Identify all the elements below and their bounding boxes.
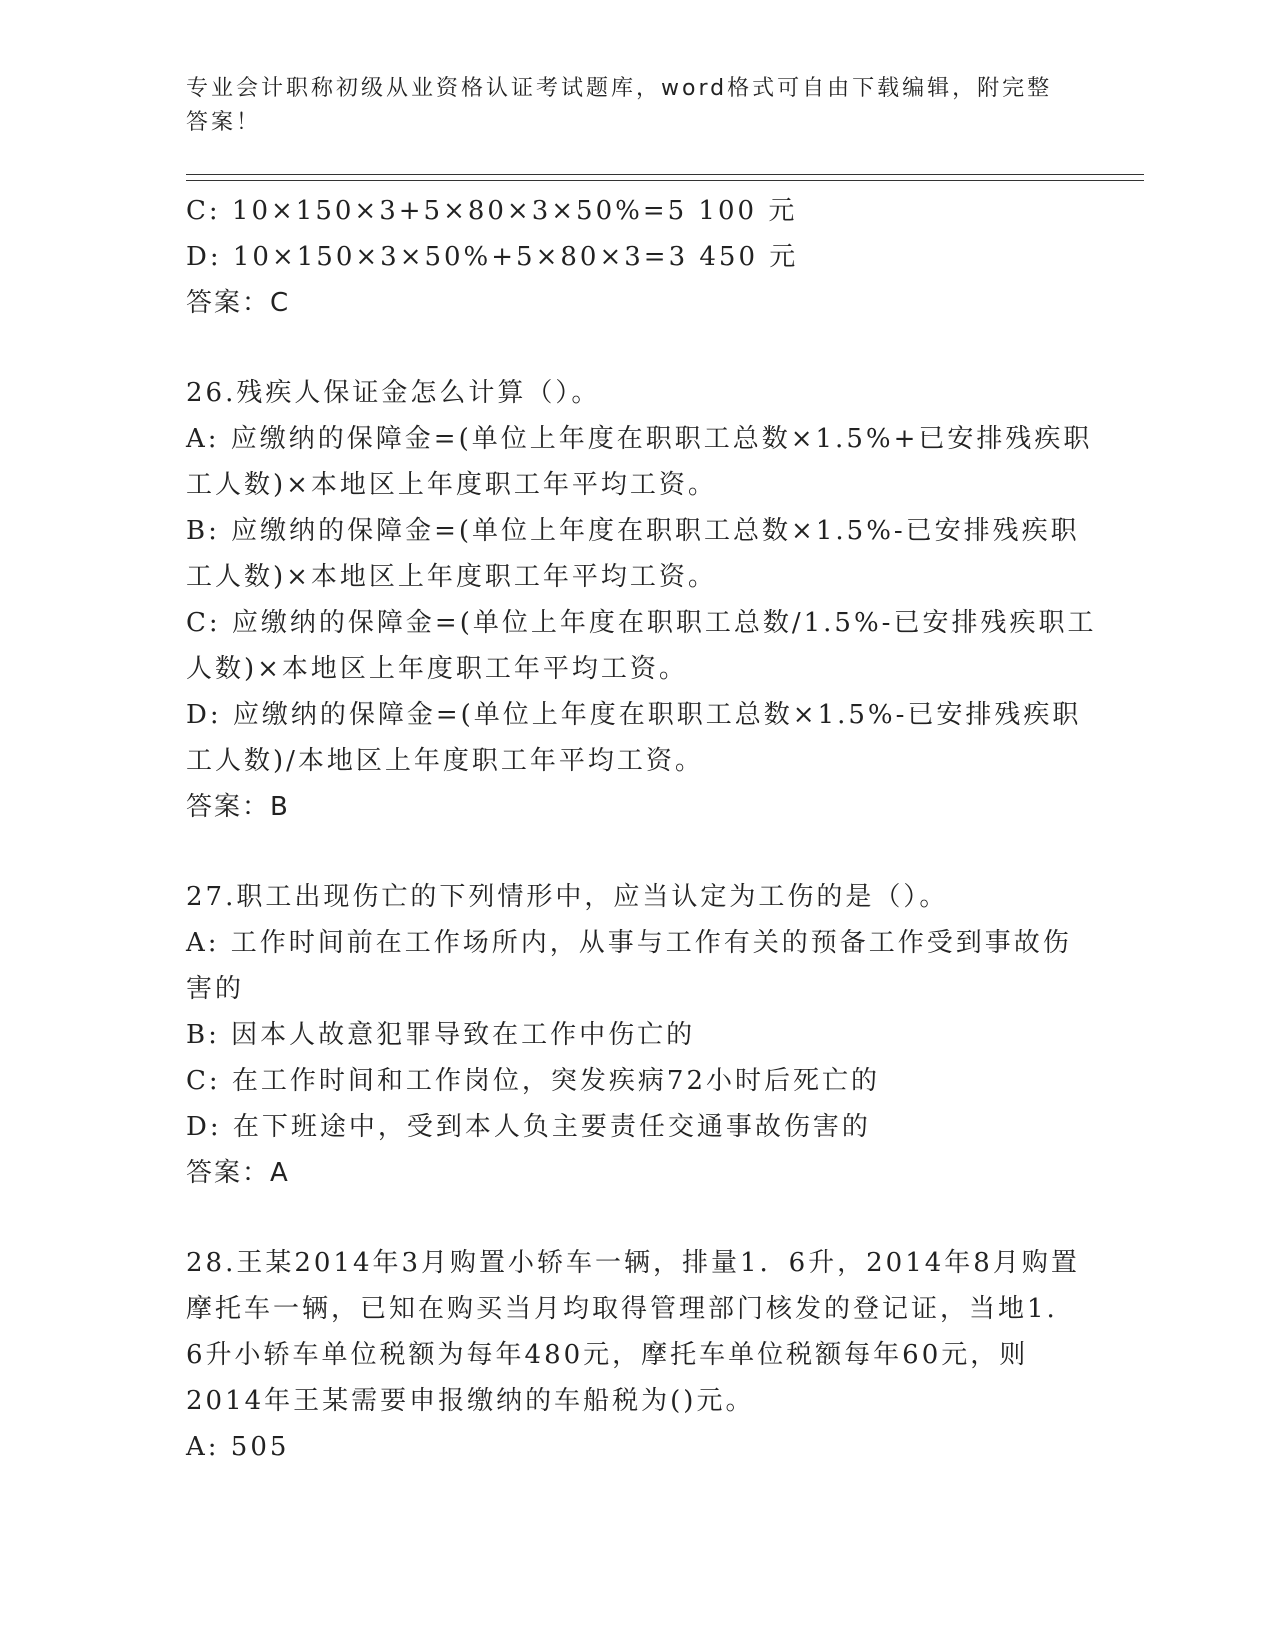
page-header: 专业会计职称初级从业资格认证考试题库，word格式可自由下载编辑，附完整答案！: [186, 76, 1053, 135]
q28-question-line2: 摩托车一辆，已知在购买当月均取得管理部门核发的登记证，当地1.: [186, 1294, 1058, 1324]
q28-question-line4: 2014年王某需要申报缴纳的车船税为()元。: [186, 1386, 755, 1416]
q26-option-c-line2: 人数)×本地区上年度职工年平均工资。: [186, 654, 688, 684]
q26-option-d-line1: D: 应缴纳的保障金=(单位上年度在职职工总数×1.5%-已安排残疾职: [186, 700, 1082, 730]
q26-option-b-line2: 工人数)×本地区上年度职工年平均工资。: [186, 562, 717, 592]
q25-option-c: C: 10×150×3+5×80×3×50%=5 100 元: [186, 196, 798, 226]
q26-option-a-line1: A: 应缴纳的保障金=(单位上年度在职职工总数×1.5%+已安排残疾职: [186, 424, 1093, 454]
q25-option-d: D: 10×150×3×50%+5×80×3=3 450 元: [186, 242, 799, 272]
spacer: [186, 830, 1086, 874]
q28-question-line1: 28.王某2014年3月购置小轿车一辆，排量1．6升，2014年8月购置: [186, 1248, 1080, 1278]
q27-option-a-line2: 害的: [186, 974, 245, 1004]
header-divider-bottom: [186, 180, 1144, 181]
q28-question-line3: 6升小轿车单位税额为每年480元，摩托车单位税额每年60元，则: [186, 1340, 1029, 1370]
q27-option-d: D: 在下班途中，受到本人负主要责任交通事故伤害的: [186, 1112, 871, 1142]
q27-option-b: B: 因本人故意犯罪导致在工作中伤亡的: [186, 1020, 696, 1050]
q26-answer: 答案：B: [186, 792, 290, 822]
q27-answer: 答案：A: [186, 1158, 290, 1188]
q27-question: 27.职工出现伤亡的下列情形中，应当认定为工伤的是（）。: [186, 882, 949, 912]
q25-answer: 答案：C: [186, 288, 291, 318]
q27-option-c: C: 在工作时间和工作岗位，突发疾病72小时后死亡的: [186, 1066, 881, 1096]
q28-option-a: A: 505: [186, 1432, 290, 1462]
spacer: [186, 326, 1086, 370]
question-content: [186, 188, 1097, 1470]
header-divider-top: [186, 174, 1144, 175]
q26-option-d-line2: 工人数)/本地区上年度职工年平均工资。: [186, 746, 704, 776]
q26-question: 26.残疾人保证金怎么计算（）。: [186, 378, 601, 408]
spacer: [186, 1196, 1086, 1240]
q26-option-a-line2: 工人数)×本地区上年度职工年平均工资。: [186, 470, 717, 500]
q26-option-c-line1: C: 应缴纳的保障金=(单位上年度在职职工总数/1.5%-已安排残疾职工: [186, 608, 1097, 638]
q27-option-a-line1: A: 工作时间前在工作场所内，从事与工作有关的预备工作受到事故伤: [186, 928, 1072, 958]
q26-option-b-line1: B: 应缴纳的保障金=(单位上年度在职职工总数×1.5%-已安排残疾职: [186, 516, 1080, 546]
